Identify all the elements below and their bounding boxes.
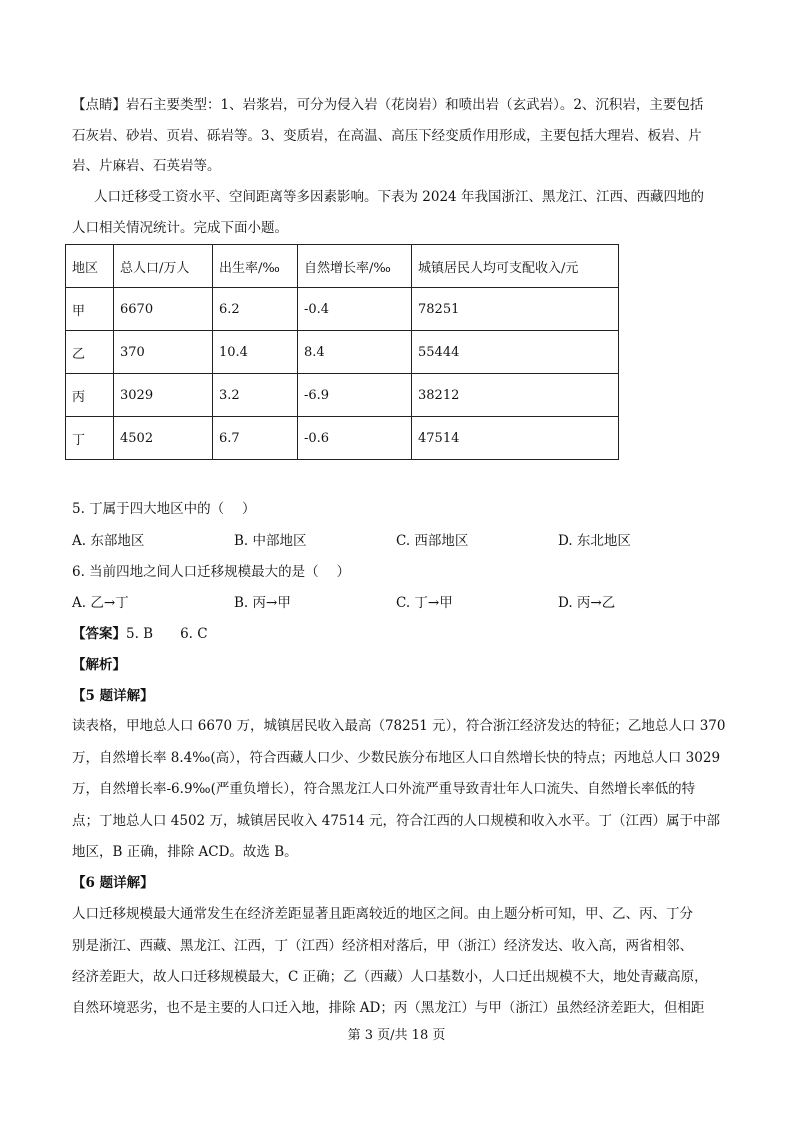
table-cell: 6.7 (213, 417, 298, 460)
question-6-stem: 6. 当前四地之间人口迁移规模最大的是（ ） (72, 564, 350, 580)
table-cell: 丁 (66, 417, 114, 460)
detail-6-line: 经济差距大，故人口迁移规模最大，C 正确；乙（西藏）人口基数小，人口迁出规模不大，地处青藏高原， (72, 969, 708, 985)
question-6-option-a: A. 乙→丁 (72, 595, 129, 611)
detail-5-line: 读表格，甲地总人口 6670 万，城镇居民收入最高（78251 元），符合浙江经济发达的特征；乙地总人口 370 (72, 718, 726, 734)
table-row (66, 331, 619, 374)
intro-line-1: 人口迁移受工资水平、空间距离等多因素影响。下表为 2024 年我国浙江、黑龙江、江西、西藏四地的 (94, 189, 704, 205)
detail-6-label: 【6 题详解】 (72, 875, 154, 891)
detail-6-line: 别是浙江、西藏、黑龙江、江西，丁（江西）经济相对落后，甲（浙江）经济发达、收入高，两省相邻、 (72, 938, 693, 954)
question-6-option-c: C. 丁→甲 (396, 595, 453, 611)
table-row (66, 288, 619, 331)
question-6-option-d: D. 丙→乙 (558, 595, 616, 611)
question-5-stem: 5. 丁属于四大地区中的（ ） (72, 501, 256, 517)
answer-label: 【答案】 (72, 626, 126, 642)
table-cell: 乙 (66, 331, 114, 374)
tip-line-2: 石灰岩、砂岩、页岩、砾岩等。3、变质岩，在高温、高压下经变质作用形成，主要包括大理岩、板岩、片 (72, 128, 702, 144)
table-cell: 10.4 (213, 331, 298, 374)
intro-line-2: 人口相关情况统计。完成下面小题。 (72, 220, 288, 236)
table-cell: -6.9 (298, 374, 412, 417)
question-5-option-d: D. 东北地区 (558, 533, 631, 549)
table-cell: 3.2 (213, 374, 298, 417)
population-table (65, 244, 619, 460)
answer-line (72, 624, 208, 644)
question-6-option-b: B. 丙→甲 (234, 595, 291, 611)
table-cell: 6.2 (213, 288, 298, 331)
table-cell: 6670 (114, 288, 213, 331)
table-cell: -0.4 (298, 288, 412, 331)
tip-line-1 (72, 95, 703, 115)
detail-5-line: 万，自然增长率 8.4‰(高），符合西藏人口少、少数民族分布地区人口自然增长快的特点；丙地总人口 3029 (72, 750, 721, 766)
table-header-cell: 城镇居民人均可支配收入/元 (412, 245, 619, 288)
table-cell: 丙 (66, 374, 114, 417)
detail-5-label: 【5 题详解】 (72, 688, 154, 704)
table-row (66, 374, 619, 417)
table-header-row (66, 245, 619, 288)
detail-6-line: 人口迁移规模最大通常发生在经济差距显著且距离较近的地区之间。由上题分析可知，甲、乙、丙、丁分 (72, 906, 693, 922)
table-cell: 370 (114, 331, 213, 374)
table-cell: 3029 (114, 374, 213, 417)
table-cell: 78251 (412, 288, 619, 331)
question-5-option-b: B. 中部地区 (234, 533, 307, 549)
table-header-cell: 地区 (66, 245, 114, 288)
table-header-cell: 自然增长率/‰ (298, 245, 412, 288)
table-cell: 38212 (412, 374, 619, 417)
table-cell: 47514 (412, 417, 619, 460)
table-row (66, 417, 619, 460)
detail-6-line: 自然环境恶劣，也不是主要的人口迁入地，排除 AD；丙（黑龙江）与甲（浙江）虽然经济差距大，但相距 (72, 1000, 705, 1016)
page-footer: 第 3 页/共 18 页 (347, 1028, 446, 1043)
table-cell: 甲 (66, 288, 114, 331)
table-cell: -0.6 (298, 417, 412, 460)
tip-line-3: 岩、片麻岩、石英岩等。 (72, 158, 221, 174)
table-cell: 8.4 (298, 331, 412, 374)
table-header-cell: 总人口/万人 (114, 245, 213, 288)
table-header-cell: 出生率/‰ (213, 245, 298, 288)
table-cell: 55444 (412, 331, 619, 374)
answer-text: 5. B 6. C (126, 626, 208, 642)
question-5-option-c: C. 西部地区 (396, 533, 469, 549)
detail-5-line: 地区，B 正确，排除 ACD。故选 B。 (72, 844, 298, 860)
detail-5-line: 点；丁地总人口 4502 万，城镇居民收入 47514 元，符合江西的人口规模和收入水平。丁（江西）属于中部 (72, 813, 720, 829)
table-cell: 4502 (114, 417, 213, 460)
tip-line-1-text: 【点睛】岩石主要类型：1、岩浆岩，可分为侵入岩（花岗岩）和喷出岩（玄武岩）。2、沉积岩，主要包括 (72, 97, 704, 113)
detail-5-line: 万，自然增长率-6.9‰(严重负增长），符合黑龙江人口外流严重导致青壮年人口流失、自然增长率低的特 (72, 781, 696, 797)
question-5-option-a: A. 东部地区 (72, 533, 145, 549)
analysis-label: 【解析】 (72, 657, 126, 673)
